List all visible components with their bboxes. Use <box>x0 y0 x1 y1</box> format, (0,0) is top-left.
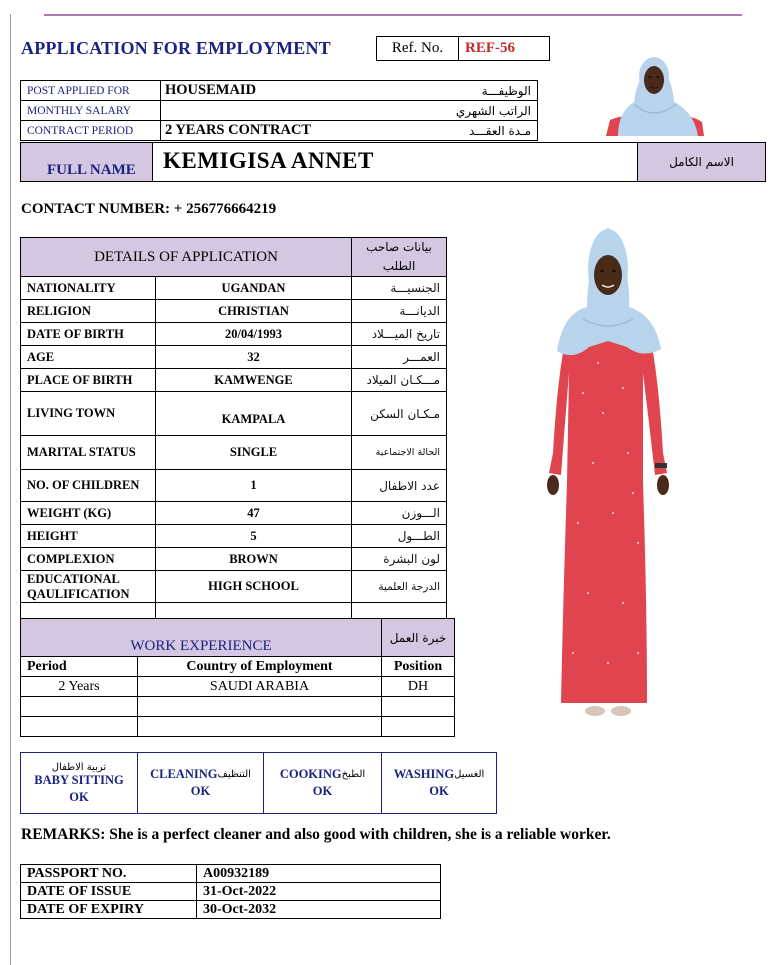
detail-row <box>21 470 447 502</box>
detail-row <box>21 323 447 346</box>
passport-row <box>21 883 441 901</box>
detail-value: KAMPALA <box>156 392 352 436</box>
salary-label: MONTHLY SALARY <box>21 101 161 121</box>
work-country: SAUDI ARABIA <box>138 677 382 697</box>
skill-heading <box>394 767 485 782</box>
detail-value: 1 <box>156 470 352 502</box>
detail-label: AGE <box>21 346 156 369</box>
detail-arabic: الحالة الاجتماعية <box>352 436 447 470</box>
skill-status: OK <box>190 784 211 798</box>
detail-arabic: عدد الاطفال <box>352 470 447 502</box>
ref-value: REF-56 <box>465 40 515 56</box>
detail-value: KAMWENGE <box>156 369 352 392</box>
skill-heading <box>150 767 251 782</box>
post-label: POST APPLIED FOR <box>21 81 161 101</box>
passport-table <box>20 864 441 919</box>
skill-name: COOKING <box>279 767 342 781</box>
post-row <box>21 81 538 101</box>
ref-label: Ref. No. <box>377 37 459 60</box>
passport-label: DATE OF EXPIRY <box>21 901 197 919</box>
detail-label: DATE OF BIRTH <box>21 323 156 346</box>
detail-value: 47 <box>156 502 352 525</box>
page-title: APPLICATION FOR EMPLOYMENT <box>21 38 331 58</box>
work-column-headers <box>21 657 455 677</box>
detail-label: NO. OF CHILDREN <box>21 470 156 502</box>
detail-row <box>21 392 447 436</box>
detail-label: WEIGHT (KG) <box>21 502 156 525</box>
detail-value: 32 <box>156 346 352 369</box>
contract-label: CONTRACT PERIOD <box>21 121 161 141</box>
post-table <box>20 80 538 141</box>
details-title-arabic: بيانات صاحب الطلب <box>352 238 447 277</box>
detail-value: 5 <box>156 525 352 548</box>
contract-value: 2 YEARS CONTRACT <box>161 121 383 141</box>
contract-row <box>21 121 538 141</box>
skill-baby-sitting <box>21 753 138 813</box>
skill-status: OK <box>312 784 333 798</box>
detail-arabic: العمـــر <box>352 346 447 369</box>
full-name-arabic: الاسم الكامل <box>637 143 765 181</box>
detail-label: HEIGHT <box>21 525 156 548</box>
skill-status: OK <box>429 784 449 798</box>
detail-arabic <box>352 603 447 620</box>
work-experience-table <box>20 618 455 737</box>
full-name-box <box>20 142 766 182</box>
top-rule <box>44 14 742 16</box>
detail-row <box>21 436 447 470</box>
work-period <box>21 717 138 737</box>
skill-name: WASHING <box>393 767 455 781</box>
skill-cooking <box>264 753 382 813</box>
detail-label: MARITAL STATUS <box>21 436 156 470</box>
detail-value: HIGH SCHOOL <box>156 571 352 603</box>
work-period: 2 Years <box>21 677 138 697</box>
skill-cleaning <box>138 753 264 813</box>
detail-arabic: الطـــول <box>352 525 447 548</box>
detail-label: NATIONALITY <box>21 277 156 300</box>
contract-arabic: مـدة العقـــد <box>383 121 538 141</box>
detail-value: CHRISTIAN <box>156 300 352 323</box>
detail-arabic: الـــوزن <box>352 502 447 525</box>
work-row <box>21 677 455 697</box>
work-header <box>21 619 455 657</box>
skill-arabic: التنظيف <box>217 769 251 780</box>
work-position <box>382 697 455 717</box>
skills-box <box>20 752 497 814</box>
full-length-photo <box>543 223 673 721</box>
details-table <box>20 237 447 620</box>
detail-row <box>21 369 447 392</box>
work-row <box>21 697 455 717</box>
skill-name: BABY SITTING <box>34 772 124 787</box>
detail-arabic: الجنسيـــة <box>352 277 447 300</box>
skill-arabic: تربية الاطفال <box>51 761 107 773</box>
detail-row <box>21 502 447 525</box>
passport-value: A00932189 <box>197 865 441 883</box>
skill-washing <box>382 753 496 813</box>
work-position: DH <box>382 677 455 697</box>
contact-number: CONTACT NUMBER: + 256776664219 <box>21 201 277 217</box>
work-country <box>138 717 382 737</box>
column-header-period: Period <box>21 657 138 677</box>
detail-row <box>21 525 447 548</box>
work-row <box>21 717 455 737</box>
details-title: DETAILS OF APPLICATION <box>21 238 352 277</box>
skill-arabic: الغسيل <box>454 769 485 780</box>
skill-name: CLEANING <box>150 767 218 781</box>
remarks: REMARKS: She is a perfect cleaner and also good with children, she is a reliable worker. <box>21 826 611 843</box>
detail-label: PLACE OF BIRTH <box>21 369 156 392</box>
detail-arabic: مـكـان السكن <box>352 392 447 436</box>
detail-arabic: لون البشرة <box>352 548 447 571</box>
salary-value <box>161 101 383 121</box>
detail-row <box>21 571 447 603</box>
details-header <box>21 238 447 277</box>
detail-value: SINGLE <box>156 436 352 470</box>
passport-row <box>21 901 441 919</box>
detail-value <box>156 603 352 620</box>
detail-label: LIVING TOWN <box>21 392 156 436</box>
detail-row <box>21 346 447 369</box>
detail-arabic: تاريخ الميـــلاد <box>352 323 447 346</box>
detail-value: 20/04/1993 <box>156 323 352 346</box>
passport-value: 30-Oct-2032 <box>197 901 441 919</box>
column-header-country: Country of Employment <box>138 657 382 677</box>
work-country <box>138 697 382 717</box>
column-header-position: Position <box>382 657 455 677</box>
detail-arabic: الديانـــة <box>352 300 447 323</box>
post-value: HOUSEMAID <box>161 81 383 101</box>
skill-status: OK <box>69 789 89 804</box>
detail-arabic: مـــكـان الميلاد <box>352 369 447 392</box>
detail-label: EDUCATIONAL QAULIFICATION <box>21 571 156 603</box>
passport-row <box>21 865 441 883</box>
detail-row <box>21 300 447 323</box>
detail-row <box>21 548 447 571</box>
passport-label: PASSPORT NO. <box>21 865 197 883</box>
detail-label: RELIGION <box>21 300 156 323</box>
work-title: WORK EXPERIENCE <box>21 619 382 657</box>
detail-arabic: الدرجة العلمية <box>352 571 447 603</box>
detail-row <box>21 603 447 620</box>
post-arabic: الوظيفـــة <box>383 81 538 101</box>
work-period <box>21 697 138 717</box>
detail-row <box>21 277 447 300</box>
full-name-value: KEMIGISA ANNET <box>163 148 374 173</box>
work-title-arabic: خبرة العمل <box>382 619 455 657</box>
detail-value: UGANDAN <box>156 277 352 300</box>
passport-value: 31-Oct-2022 <box>197 883 441 901</box>
detail-value: BROWN <box>156 548 352 571</box>
work-position <box>382 717 455 737</box>
reference-box <box>376 36 550 61</box>
salary-arabic: الراتب الشهري <box>383 101 538 121</box>
salary-row <box>21 101 538 121</box>
detail-label <box>21 603 156 620</box>
passport-label: DATE OF ISSUE <box>21 883 197 901</box>
skill-arabic: الطبخ <box>341 769 366 780</box>
portrait-photo <box>604 32 706 136</box>
skill-heading <box>280 767 365 782</box>
detail-label: COMPLEXION <box>21 548 156 571</box>
full-name-label: FULL NAME <box>43 162 140 179</box>
left-rule <box>10 14 11 965</box>
